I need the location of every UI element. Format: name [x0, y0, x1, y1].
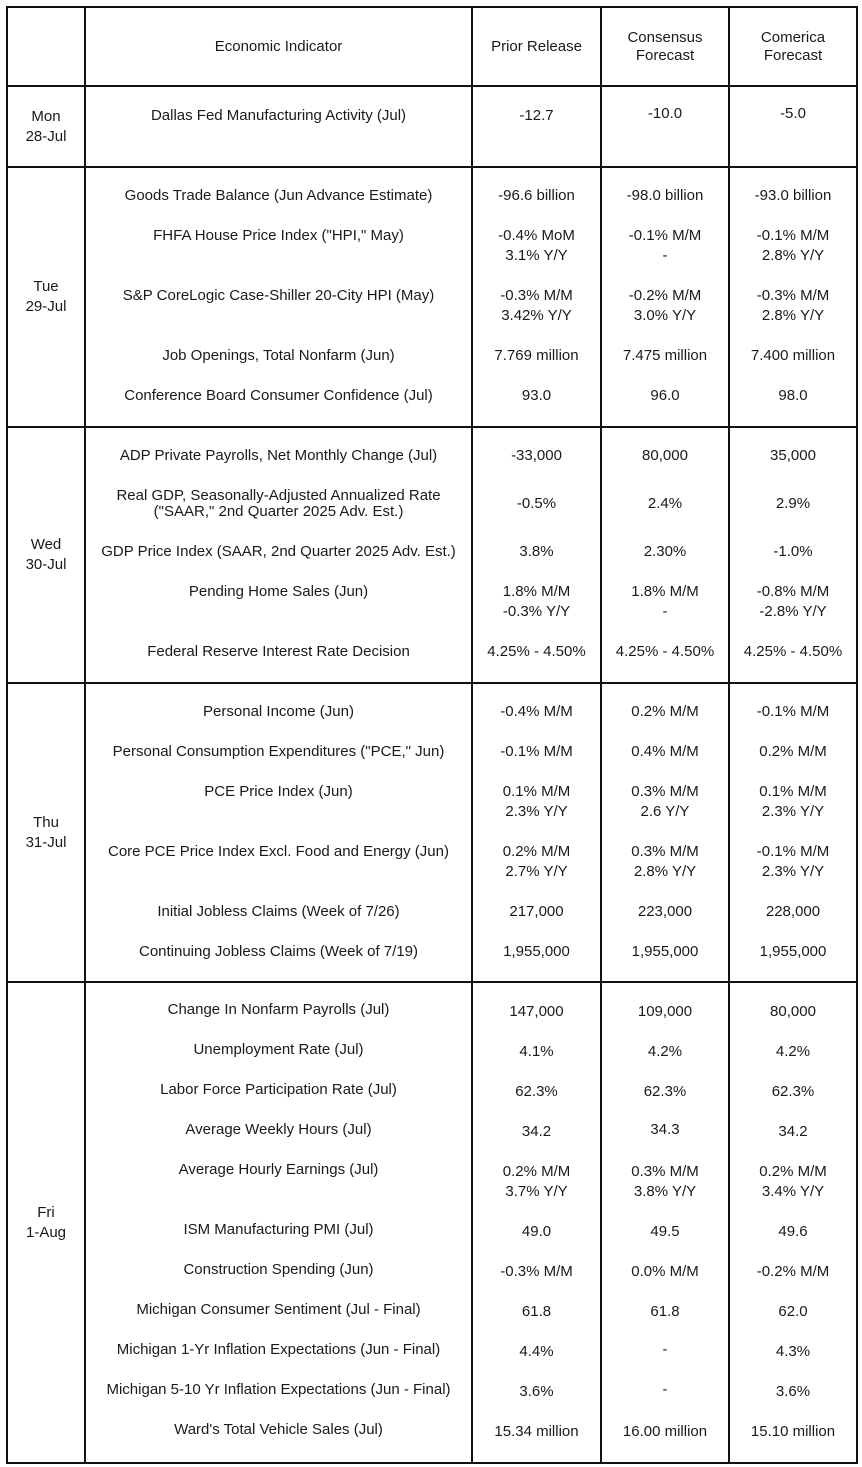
comerica-value: 4.3% — [775, 1343, 811, 1360]
prior-value: -0.4% M/M — [500, 703, 573, 720]
day-label: Wed 30-Jul — [25, 536, 67, 573]
consensus-value: 16.00 million — [622, 1423, 708, 1440]
prior-value: -0.5% — [516, 495, 557, 512]
consensus-value: -0.1% M/M - — [628, 227, 702, 264]
indicator-name: Construction Spending (Jun) — [183, 1261, 374, 1278]
comerica-value: 7.400 million — [750, 347, 836, 364]
prior-value: -96.6 billion — [498, 187, 575, 204]
header-consensus-forecast: Consensus Forecast — [627, 28, 703, 64]
comerica-value: -0.1% M/M 2.3% Y/Y — [756, 843, 830, 880]
indicator-name: Conference Board Consumer Confidence (Jul) — [124, 387, 433, 404]
day-label: Thu 31-Jul — [25, 813, 67, 851]
consensus-value: 49.5 — [650, 1223, 680, 1240]
grid-line — [6, 1462, 858, 1464]
prior-value: 61.8 — [521, 1303, 552, 1320]
consensus-value: 62.3% — [643, 1083, 687, 1100]
grid-line — [6, 981, 858, 983]
indicator-name: Real GDP, Seasonally-Adjusted Annualized Rate ("SAAR," 2nd Quarter 2025 Adv. Est.) — [116, 487, 441, 520]
comerica-value: 2.9% — [775, 495, 811, 512]
header-comerica-forecast: Comerica Forecast — [760, 28, 826, 64]
consensus-value: 34.3 — [650, 1121, 680, 1138]
indicator-name: Michigan 5-10 Yr Inflation Expectations (Jun - Final) — [106, 1381, 451, 1398]
grid-line — [600, 6, 602, 1464]
comerica-value: -0.1% M/M — [756, 703, 830, 720]
indicator-name: GDP Price Index (SAAR, 2nd Quarter 2025 Adv. Est.) — [101, 543, 456, 560]
indicator-name: Michigan Consumer Sentiment (Jul - Final) — [136, 1301, 421, 1318]
economic-calendar-table — [6, 6, 858, 1464]
prior-value: 49.0 — [521, 1223, 552, 1240]
indicator-name: Federal Reserve Interest Rate Decision — [147, 643, 410, 660]
consensus-value: 223,000 — [637, 903, 693, 920]
prior-value: 0.2% M/M 3.7% Y/Y — [502, 1163, 571, 1200]
prior-value: -33,000 — [511, 447, 562, 464]
header-economic-indicator: Economic Indicator — [214, 37, 343, 55]
prior-value: 4.25% - 4.50% — [487, 643, 586, 660]
prior-value: -0.1% M/M — [500, 743, 573, 760]
prior-value: 34.2 — [521, 1123, 552, 1140]
day-label: Fri 1-Aug — [25, 1203, 67, 1241]
indicator-name: Ward's Total Vehicle Sales (Jul) — [174, 1421, 383, 1438]
grid-line — [6, 85, 858, 87]
indicator-name: Continuing Jobless Claims (Week of 7/19) — [138, 943, 419, 960]
grid-line — [856, 6, 858, 1464]
comerica-value: 3.6% — [775, 1383, 811, 1400]
prior-value: -0.3% M/M 3.42% Y/Y — [500, 287, 573, 324]
consensus-value: 2.30% — [643, 543, 687, 560]
comerica-value: 15.10 million — [750, 1423, 836, 1440]
comerica-value: -0.2% M/M — [756, 1263, 830, 1280]
indicator-name: Pending Home Sales (Jun) — [188, 583, 369, 600]
prior-value: 0.1% M/M 2.3% Y/Y — [502, 783, 571, 820]
comerica-value: 62.3% — [771, 1083, 815, 1100]
comerica-value: 0.2% M/M — [759, 743, 827, 760]
indicator-name: Personal Income (Jun) — [203, 703, 354, 720]
comerica-value: -5.0 — [780, 105, 806, 122]
consensus-value: 1,955,000 — [631, 943, 699, 960]
prior-value: 93.0 — [521, 387, 552, 404]
grid-line — [84, 6, 86, 1464]
indicator-name: Average Weekly Hours (Jul) — [185, 1121, 372, 1138]
comerica-value: 35,000 — [770, 447, 816, 464]
header-prior-release: Prior Release — [491, 37, 582, 55]
prior-value: 1,955,000 — [503, 943, 570, 960]
indicator-name: Change In Nonfarm Payrolls (Jul) — [167, 1001, 390, 1018]
consensus-value: -10.0 — [647, 105, 683, 122]
consensus-value: 2.4% — [647, 495, 683, 512]
prior-value: 62.3% — [515, 1083, 558, 1100]
consensus-value: -0.2% M/M 3.0% Y/Y — [628, 287, 702, 324]
prior-value: -0.3% M/M — [500, 1263, 573, 1280]
grid-line — [6, 682, 858, 684]
grid-line — [6, 166, 858, 168]
comerica-value: 98.0 — [778, 387, 808, 404]
indicator-name: FHFA House Price Index ("HPI," May) — [153, 227, 404, 244]
grid-line — [6, 426, 858, 428]
indicator-name: S&P CoreLogic Case-Shiller 20-City HPI (May) — [122, 287, 435, 304]
comerica-value: 228,000 — [765, 903, 821, 920]
day-label: Mon 28-Jul — [25, 107, 67, 145]
comerica-value: 4.25% - 4.50% — [743, 643, 843, 660]
consensus-value: 96.0 — [650, 387, 680, 404]
prior-value: -0.4% MoM 3.1% Y/Y — [498, 227, 575, 264]
prior-value: 217,000 — [509, 903, 564, 920]
consensus-value: 0.2% M/M — [631, 703, 699, 720]
consensus-value: 61.8 — [650, 1303, 680, 1320]
prior-value: 3.8% — [519, 543, 554, 560]
comerica-value: 62.0 — [778, 1303, 808, 1320]
comerica-value: -93.0 billion — [754, 187, 832, 204]
comerica-value: -0.1% M/M 2.8% Y/Y — [756, 227, 830, 264]
comerica-value: -0.8% M/M -2.8% Y/Y — [756, 583, 830, 620]
indicator-name: Job Openings, Total Nonfarm (Jun) — [162, 347, 395, 364]
comerica-value: 4.2% — [775, 1043, 811, 1060]
prior-value: -12.7 — [519, 107, 554, 124]
consensus-value: 80,000 — [642, 447, 688, 464]
comerica-value: 34.2 — [778, 1123, 808, 1140]
consensus-value: 4.2% — [647, 1043, 683, 1060]
prior-value: 7.769 million — [494, 347, 579, 364]
comerica-value: -1.0% — [773, 543, 813, 560]
indicator-name: Average Hourly Earnings (Jul) — [178, 1161, 379, 1178]
grid-line — [471, 6, 473, 1464]
consensus-value: 0.3% M/M 3.8% Y/Y — [631, 1163, 699, 1200]
indicator-name: Labor Force Participation Rate (Jul) — [160, 1081, 397, 1098]
indicator-name: PCE Price Index (Jun) — [204, 783, 353, 800]
indicator-name: ADP Private Payrolls, Net Monthly Change (Jul) — [119, 447, 438, 464]
consensus-value: 0.3% M/M 2.8% Y/Y — [631, 843, 699, 880]
consensus-value: 0.3% M/M 2.6 Y/Y — [631, 783, 699, 820]
indicator-name: Goods Trade Balance (Jun Advance Estimate) — [124, 187, 433, 204]
comerica-value: 0.2% M/M 3.4% Y/Y — [759, 1163, 827, 1200]
prior-value: 15.34 million — [494, 1423, 579, 1440]
comerica-value: 49.6 — [778, 1223, 808, 1240]
prior-value: 1.8% M/M -0.3% Y/Y — [502, 583, 571, 620]
day-label: Tue 29-Jul — [25, 278, 67, 315]
indicator-name: Core PCE Price Index Excl. Food and Energy (Jun) — [108, 843, 449, 860]
indicator-name: Initial Jobless Claims (Week of 7/26) — [157, 903, 400, 920]
header-day — [8, 8, 84, 85]
consensus-value: 109,000 — [637, 1003, 693, 1020]
indicator-name: Unemployment Rate (Jul) — [193, 1041, 364, 1058]
prior-value: 147,000 — [509, 1003, 564, 1020]
comerica-value: -0.3% M/M 2.8% Y/Y — [756, 287, 830, 324]
consensus-value: 1.8% M/M - — [631, 583, 699, 620]
prior-value: 3.6% — [519, 1383, 554, 1400]
comerica-value: 1,955,000 — [759, 943, 827, 960]
consensus-value: 7.475 million — [622, 347, 708, 364]
indicator-name: ISM Manufacturing PMI (Jul) — [183, 1221, 374, 1238]
indicator-name: Dallas Fed Manufacturing Activity (Jul) — [150, 107, 407, 124]
grid-line — [728, 6, 730, 1464]
consensus-value: 4.25% - 4.50% — [615, 643, 715, 660]
indicator-name: Michigan 1-Yr Inflation Expectations (Jun - Final) — [116, 1341, 441, 1358]
prior-value: 0.2% M/M 2.7% Y/Y — [502, 843, 571, 880]
consensus-value: 0.4% M/M — [631, 743, 699, 760]
prior-value: 4.1% — [519, 1043, 554, 1060]
comerica-value: 0.1% M/M 2.3% Y/Y — [759, 783, 827, 820]
indicator-name: Personal Consumption Expenditures ("PCE," Jun) — [112, 743, 445, 760]
consensus-value: - — [662, 1381, 668, 1398]
comerica-value: 80,000 — [770, 1003, 816, 1020]
consensus-value: - — [662, 1341, 668, 1358]
prior-value: 4.4% — [519, 1343, 554, 1360]
consensus-value: -98.0 billion — [626, 187, 704, 204]
consensus-value: 0.0% M/M — [631, 1263, 699, 1280]
